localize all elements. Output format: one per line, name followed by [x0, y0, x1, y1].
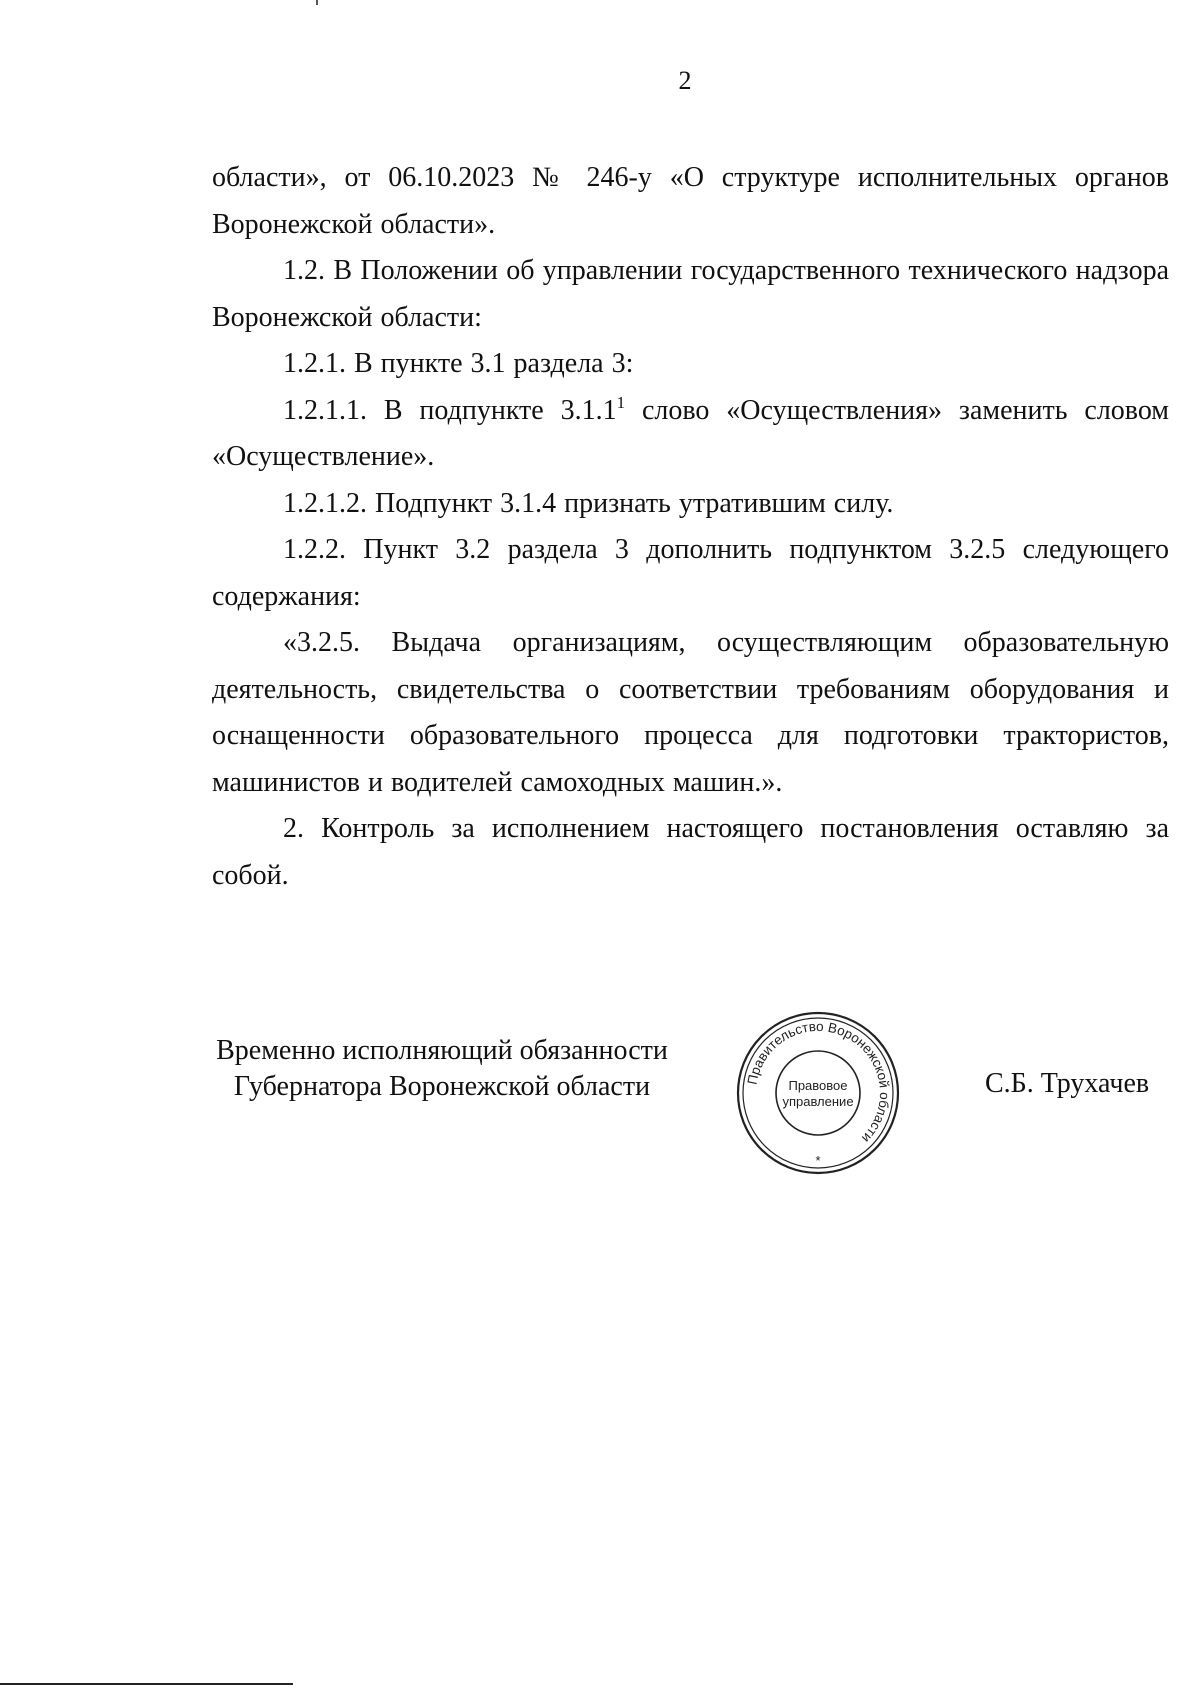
scan-artifact: [316, 0, 318, 5]
paragraph-1-2-2: 1.2.2. Пункт 3.2 раздела 3 дополнить подпунктом 3.2.5 следующего содержания:: [212, 534, 1169, 612]
paragraph-1-2-1-1: [212, 388, 1169, 481]
signatory-position: [212, 1033, 672, 1105]
document-body: [212, 155, 1169, 899]
paragraph-1-2-1: 1.2.1. В пункте 3.1 раздела 3:: [283, 348, 634, 379]
paragraph-1-2-1-1-lead: 1.2.1.1. В подпункте 3.1.1: [283, 394, 617, 426]
seal-center-line2: управление: [782, 1094, 854, 1109]
quoted-clause-3-2-5: «3.2.5. Выдача организациям, осуществляющим образовательную деятельность, свидетельства о соответствии требованиям оборудования и оснащенности образовательного процесса для подготовки трактористов, машинистов и водителей самоходных машин.».: [212, 627, 1169, 798]
paragraph-1-2: 1.2. В Положении об управлении государственного технического надзора Воронежской области:: [212, 255, 1169, 333]
paragraph-1-2-1-1-rest: слово «Осуществления» заменить словом «Осуществление».: [212, 394, 1170, 472]
page-number: 2: [678, 66, 692, 95]
superscript-mark: 1: [616, 392, 626, 412]
paragraph-continuation: области», от 06.10.2023 № 246-у «О структуре исполнительных органов Воронежской области».: [212, 162, 1169, 240]
footer-rule: [0, 1683, 293, 1685]
seal-ring-text: Правительство Воронежской области: [744, 1018, 893, 1146]
paragraph-2: 2. Контроль за исполнением настоящего постановления оставляю за собой.: [212, 813, 1169, 891]
signatory-name: С.Б. Трухачев: [985, 1068, 1150, 1099]
paragraph-1-2-1-2: 1.2.1.2. Подпункт 3.1.4 признать утратившим силу.: [283, 487, 894, 519]
official-seal-icon: [735, 1010, 901, 1176]
seal-center-line1: Правовое: [788, 1078, 848, 1093]
signatory-position-line2: Губернатора Воронежской области: [233, 1071, 651, 1102]
signatory-position-line1: Временно исполняющий обязанности: [216, 1035, 668, 1066]
seal-star-icon: *: [815, 1153, 821, 1168]
